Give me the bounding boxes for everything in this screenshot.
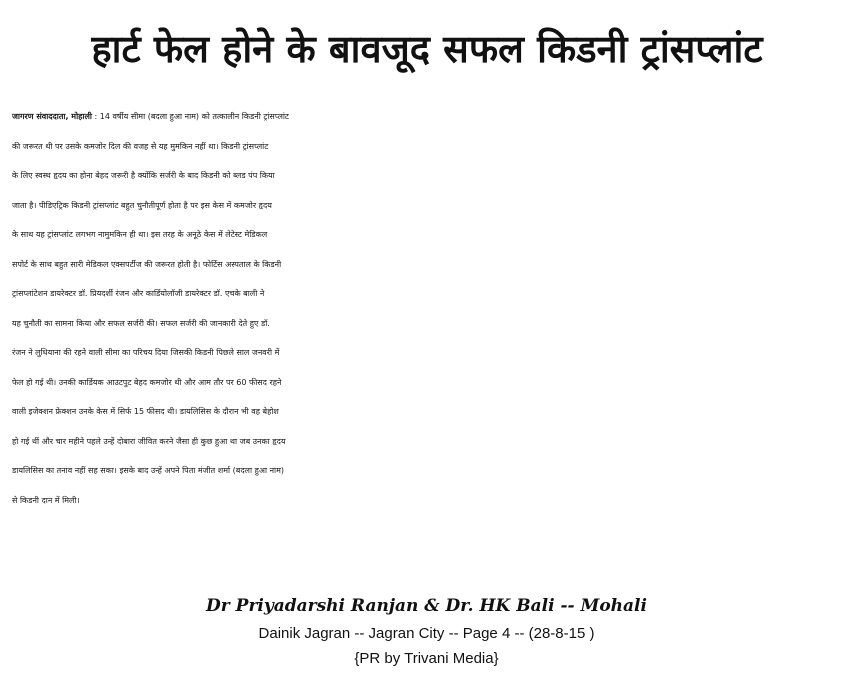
article-line-6: सपोर्ट के साथ बहुत सारी मेडिकल एक्सपर्टीज की जरूरत होती है। फोर्टिस अस्पताल के किडनी <box>12 259 282 269</box>
article-line-1-text: 14 वर्षीय सीमा (बदला हुआ नाम) को तत्कालीन किडनी ट्रांसप्लांट <box>99 112 289 121</box>
article-headline: हार्ट फेल होने के बावजूद सफल किडनी ट्रांसप्लांट <box>91 27 763 71</box>
article-line-1 <box>12 102 848 132</box>
article-line-8: यह चुनौती का सामना किया और सफल सर्जरी की। सफल सर्जरी की जानकारी देते हुए डॉ. <box>12 318 270 328</box>
article-line-3: के लिए स्वस्थ हृदय का होना बेहद जरूरी है क्योंकि सर्जरी के बाद किडनी को ब्लड पंप किया <box>12 171 275 180</box>
source-caption: Dainik Jagran -- Jagran City -- Page 4 -- (28-8-15 ) <box>258 625 595 642</box>
article-line-4: जाता है। पीडिएट्रिक किडनी ट्रांसप्लांट बहुत चुनौतीपूर्ण होता है पर इस केस में कमजोर हृदय <box>12 200 272 210</box>
article-line-9: रंजन ने लुधियाना की रहने वाली सीमा का परिचय दिया जिसकी किडनी पिछले साल जनवरी में <box>12 348 280 357</box>
article-line-10: फेल हो गई थी। उनकी कार्डियक आउटपुट बेहद कमजोर थी और आम तौर पर 60 फीसद रहने <box>12 377 282 387</box>
credit-caption: {PR by Trivani Media} <box>354 650 499 667</box>
article-line-12: हो गई थीं और चार महीने पहले उन्हें दोबारा जीवित करने जैसा ही कुछ हुआ था जब उनका हृदय <box>12 436 286 446</box>
article-line-13: डायलिसिस का तनाव नहीं सह सका। इसके बाद उन्हें अपने पिता मंजीत शर्मा (बदला हुआ नाम) <box>12 466 284 475</box>
article-line-7: ट्रांसप्लांटेशन डायरेक्टर डॉ. प्रियदर्शी रंजन और कार्डियोलॉजी डायरेक्टर डॉ. एचके बाली ने <box>12 289 265 298</box>
article-body <box>12 102 848 515</box>
headline-divider <box>10 96 843 97</box>
article-dateline: जागरण संवाददाता, मोहाली <box>12 112 92 121</box>
dateline-separator: : <box>91 112 100 121</box>
doctors-caption: Dr Priyadarshi Ranjan & Dr. HK Bali -- Mohali <box>206 596 647 616</box>
article-line-11: वाली इजेक्शन फ्रेक्शन उनके केस में सिर्फ 15 फीसद थी। डायलिसिस के दौरान भी वह बेहोश <box>12 407 279 416</box>
article-line-5: के साथ यह ट्रांसप्लांट लगभग नामुमकिन ही था। इस तरह के अनूठे केस में लेटेस्ट मेडिकल <box>12 230 268 239</box>
article-line-2: की जरूरत थी पर उसके कमजोर दिल की वजह से यह मुमकिन नहीं था। किडनी ट्रांसप्लांट <box>12 141 269 151</box>
article-line-14: से किडनी दान में मिली। <box>12 495 80 505</box>
